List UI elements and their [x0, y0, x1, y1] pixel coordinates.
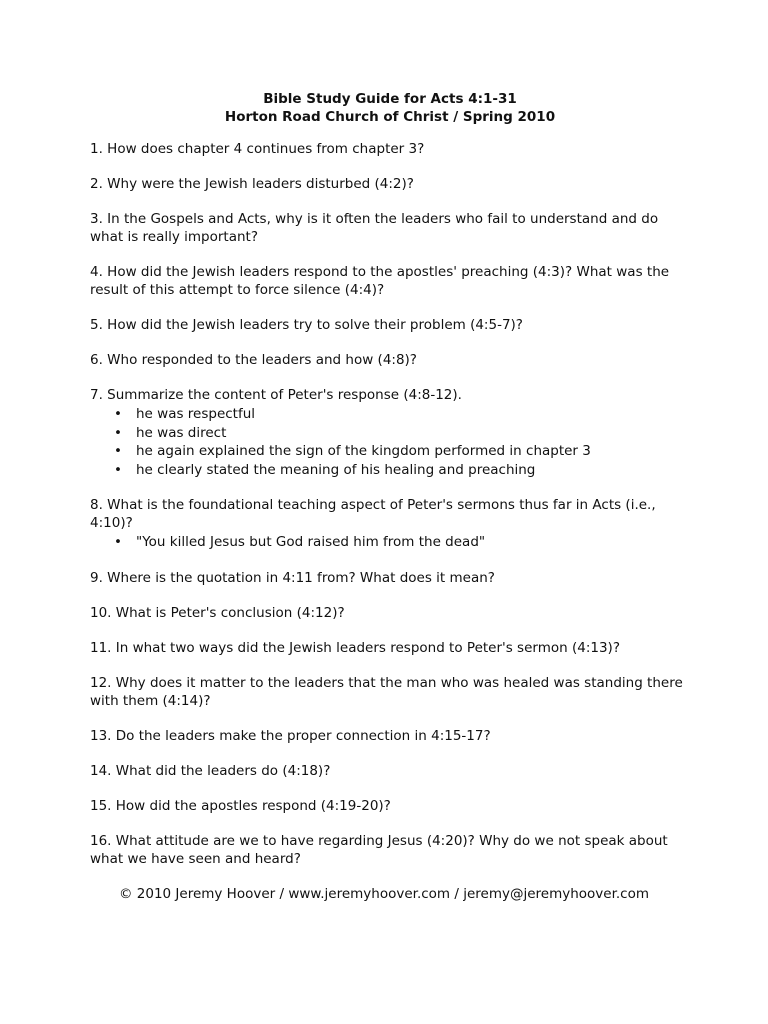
bullet-list	[90, 533, 690, 552]
question-text: 7. Summarize the content of Peter's response (4:8-12).	[90, 387, 462, 403]
bullet-item	[90, 442, 690, 461]
question-3	[90, 210, 690, 246]
document-page	[90, 90, 690, 885]
question-text: 11. In what two ways did the Jewish leaders respond to Peter's sermon (4:13)?	[90, 639, 620, 656]
question-10	[90, 604, 690, 622]
question-2	[90, 175, 690, 193]
bullet-text: he again explained the sign of the kingdom performed in chapter 3	[136, 443, 591, 459]
question-text: 8. What is the foundational teaching aspect of Peter's sermons thus far in Acts (i.e., 4:10)?	[90, 497, 656, 531]
bullet-text: he was direct	[136, 424, 227, 441]
question-text: 5. How did the Jewish leaders try to solve their problem (4:5-7)?	[90, 317, 523, 333]
question-text: 9. Where is the quotation in 4:11 from? What does it mean?	[90, 569, 495, 586]
bullet-text: "You killed Jesus but God raised him from the dead"	[136, 534, 486, 550]
question-8	[90, 496, 690, 552]
question-6	[90, 351, 690, 369]
question-11	[90, 639, 690, 657]
question-text: 2. Why were the Jewish leaders disturbed (4:2)?	[90, 176, 414, 192]
bullet-item	[90, 424, 690, 443]
question-text: 6. Who responded to the leaders and how (4:8)?	[90, 352, 417, 368]
bullet-text: he was respectful	[136, 406, 256, 422]
question-text: 14. What did the leaders do (4:18)?	[90, 762, 331, 779]
question-5	[90, 316, 690, 334]
question-text: 16. What attitude are we to have regarding Jesus (4:20)? Why do we not speak about what we have seen and heard?	[90, 832, 668, 867]
question-14	[90, 762, 690, 780]
bullet-item	[90, 405, 690, 424]
question-12	[90, 674, 690, 710]
document-subtitle: Horton Road Church of Christ / Spring 2010	[224, 109, 556, 125]
question-list	[90, 140, 690, 868]
copyright-footer: © 2010 Jeremy Hoover / www.jeremyhoover.com / jeremy@jeremyhoover.com	[118, 886, 650, 902]
question-15	[90, 797, 690, 815]
document-header	[90, 90, 690, 126]
bullet-text: he clearly stated the meaning of his healing and preaching	[136, 461, 536, 478]
question-16	[90, 832, 690, 868]
question-7	[90, 386, 690, 479]
bullet-icon: •	[114, 443, 122, 459]
question-text: 12. Why does it matter to the leaders that the man who was healed was standing there with them (4:14)?	[90, 674, 683, 709]
question-text: 4. How did the Jewish leaders respond to the apostles' preaching (4:3)? What was the result of this attempt to force silence (4:4)?	[90, 264, 670, 298]
question-text: 3. In the Gospels and Acts, why is it often the leaders who fail to understand and do what is really important?	[90, 211, 659, 245]
question-1	[90, 140, 690, 158]
question-text: 1. How does chapter 4 continues from chapter 3?	[90, 141, 425, 157]
bullet-icon: •	[114, 424, 122, 441]
bullet-icon: •	[114, 406, 122, 422]
question-4	[90, 263, 690, 299]
question-text: 13. Do the leaders make the proper connection in 4:15-17?	[90, 727, 491, 744]
bullet-icon: •	[114, 534, 122, 550]
question-text: 15. How did the apostles respond (4:19-20)?	[90, 797, 391, 814]
question-text: 10. What is Peter's conclusion (4:12)?	[90, 604, 345, 621]
bullet-icon: •	[114, 461, 122, 478]
document-title: Bible Study Guide for Acts 4:1-31	[263, 91, 517, 107]
question-13	[90, 727, 690, 745]
bullet-item	[90, 461, 690, 480]
bullet-list	[90, 405, 690, 479]
bullet-item	[90, 533, 690, 552]
question-9	[90, 569, 690, 587]
